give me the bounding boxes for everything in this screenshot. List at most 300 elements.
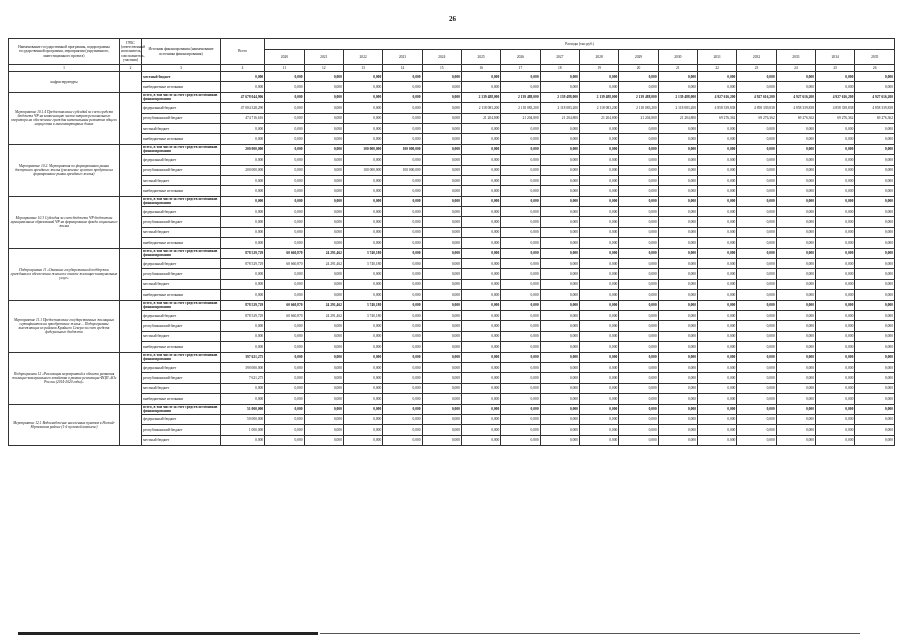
header-year: 2035: [855, 50, 895, 65]
year-value: 0,000: [855, 186, 895, 196]
year-value: 0,000: [501, 331, 540, 341]
year-value: 0,000: [816, 279, 855, 289]
year-value: 0,000: [658, 196, 697, 206]
header-column-number: 15: [422, 65, 461, 72]
year-value: 0,000: [501, 342, 540, 352]
header-column-number: 20: [619, 65, 658, 72]
year-value: 100 000,000: [383, 165, 422, 175]
year-value: 0,000: [540, 404, 579, 414]
year-value: 0,000: [816, 196, 855, 206]
year-value: 0,000: [422, 238, 461, 248]
year-value: 0,000: [619, 175, 658, 185]
header-year: 2027: [540, 50, 579, 65]
total-value: 0,000: [220, 269, 264, 279]
funding-source: федеральный бюджет: [142, 207, 221, 217]
year-value: 0,000: [304, 144, 343, 154]
table-row: [9, 196, 895, 206]
year-value: 2 139 488,000: [579, 92, 618, 102]
grbs-cell: [119, 72, 141, 93]
year-value: 0,000: [658, 435, 697, 445]
header-year: 2022: [343, 50, 382, 65]
total-value: 0,000: [220, 227, 264, 237]
year-value: 0,000: [343, 352, 382, 362]
funding-source: федеральный бюджет: [142, 362, 221, 372]
year-value: 0,000: [816, 238, 855, 248]
year-value: 0,000: [461, 435, 500, 445]
header-total: Всего: [220, 39, 264, 65]
funding-source: всего, в том числе за счет средств источников финансирования: [142, 92, 221, 102]
year-value: 0,000: [737, 227, 776, 237]
year-value: 0,000: [422, 72, 461, 82]
header-year: 2026: [501, 50, 540, 65]
header-column-number: 2: [119, 65, 141, 72]
year-value: 0,000: [579, 227, 618, 237]
program-name: Подпрограмма 12 «Реализация мероприятий в области развития жилищно-коммунального хозяйства в рамках реализации ФЦП «Юг России (2014-2020 годы)»: [9, 352, 120, 404]
total-value: 0,000: [220, 435, 264, 445]
table-row: [9, 310, 895, 320]
year-value: 0,000: [737, 248, 776, 258]
table-row: [9, 186, 895, 196]
funding-source: всего, в том числе за счет средств источников финансирования: [142, 144, 221, 154]
year-value: 0,000: [304, 92, 343, 102]
year-value: 0,000: [461, 238, 500, 248]
year-value: 0,000: [461, 248, 500, 258]
year-value: 0,000: [737, 290, 776, 300]
year-value: 0,000: [540, 175, 579, 185]
year-value: 0,000: [737, 394, 776, 404]
year-value: 0,000: [383, 103, 422, 113]
header-year: 2033: [776, 50, 815, 65]
year-value: 0,000: [501, 300, 540, 310]
table-row: [9, 300, 895, 310]
year-value: 0,000: [422, 394, 461, 404]
year-value: 0,000: [383, 227, 422, 237]
year-value: 0,000: [304, 394, 343, 404]
table-row: [9, 373, 895, 383]
year-value: 0,000: [776, 165, 815, 175]
year-value: 0,000: [265, 186, 304, 196]
table-row: [9, 259, 895, 269]
year-value: 0,000: [540, 165, 579, 175]
table-row: [9, 331, 895, 341]
year-value: 0,000: [304, 72, 343, 82]
year-value: 0,000: [579, 342, 618, 352]
year-value: 0,000: [461, 310, 500, 320]
year-value: 0,000: [737, 404, 776, 414]
table-row: [9, 435, 895, 445]
year-value: 3 740,180: [343, 310, 382, 320]
total-value: 878 529,729: [220, 310, 264, 320]
table-row: [9, 82, 895, 92]
year-value: 0,000: [265, 321, 304, 331]
year-value: 100 000,000: [343, 144, 382, 154]
total-value: 390 000,000: [220, 362, 264, 372]
year-value: 0,000: [737, 342, 776, 352]
year-value: 0,000: [855, 352, 895, 362]
funding-source: внебюджетные источники: [142, 238, 221, 248]
year-value: 0,000: [579, 404, 618, 414]
year-value: 0,000: [579, 383, 618, 393]
year-value: 0,000: [658, 259, 697, 269]
year-value: 0,000: [619, 144, 658, 154]
year-value: 0,000: [422, 425, 461, 435]
funding-source: всего, в том числе за счет средств источников финансирования: [142, 404, 221, 414]
year-value: 0,000: [461, 394, 500, 404]
year-value: 21 204,800: [619, 113, 658, 123]
year-value: 0,000: [698, 82, 737, 92]
year-value: 0,000: [343, 362, 382, 372]
year-value: 0,000: [776, 72, 815, 82]
header-year: 2028: [579, 50, 618, 65]
year-value: 0,000: [461, 373, 500, 383]
year-value: 0,000: [619, 238, 658, 248]
year-value: 0,000: [343, 373, 382, 383]
year-value: 0,000: [540, 331, 579, 341]
year-value: 0,000: [658, 269, 697, 279]
year-value: 0,000: [855, 404, 895, 414]
total-value: 7 621,275: [220, 373, 264, 383]
year-value: 0,000: [737, 207, 776, 217]
year-value: 0,000: [698, 352, 737, 362]
year-value: 0,000: [816, 383, 855, 393]
year-value: 21 204,800: [501, 113, 540, 123]
header-year: 2032: [737, 50, 776, 65]
year-value: 0,000: [776, 310, 815, 320]
funding-source: республиканский бюджет: [142, 165, 221, 175]
year-value: 0,000: [501, 82, 540, 92]
funding-source: внебюджетные источники: [142, 394, 221, 404]
year-value: 2 118 083,200: [501, 103, 540, 113]
table-row: [9, 175, 895, 185]
year-value: 0,000: [501, 383, 540, 393]
year-value: 0,000: [265, 352, 304, 362]
year-value: 0,000: [698, 290, 737, 300]
year-value: 0,000: [579, 155, 618, 165]
funding-source: внебюджетные источники: [142, 290, 221, 300]
year-value: 0,000: [501, 175, 540, 185]
year-value: 0,000: [422, 404, 461, 414]
program-name: Подпрограмма 11 «Оказание государственной поддержки гражданам в обеспечении жильем и оплате жилищно-коммунальных услуг»: [9, 248, 120, 300]
year-value: 0,000: [304, 238, 343, 248]
year-value: 0,000: [698, 383, 737, 393]
year-value: 0,000: [422, 92, 461, 102]
total-value: 0,000: [220, 217, 264, 227]
funding-source: всего, в том числе за счет средств источников финансирования: [142, 196, 221, 206]
year-value: 0,000: [816, 352, 855, 362]
year-value: 0,000: [776, 155, 815, 165]
year-value: 0,000: [383, 123, 422, 133]
year-value: 0,000: [698, 227, 737, 237]
program-name: инфраструктуры: [9, 72, 120, 93]
year-value: 0,000: [343, 175, 382, 185]
year-value: 0,000: [816, 186, 855, 196]
year-value: 0,000: [579, 362, 618, 372]
table-row: [9, 248, 895, 258]
year-value: 0,000: [776, 300, 815, 310]
year-value: 100 000,000: [343, 165, 382, 175]
table-row: [9, 103, 895, 113]
year-value: 0,000: [737, 414, 776, 424]
budget-table: [8, 38, 895, 446]
year-value: 0,000: [343, 134, 382, 144]
year-value: 0,000: [776, 259, 815, 269]
year-value: 0,000: [501, 394, 540, 404]
year-value: 0,000: [776, 217, 815, 227]
year-value: 0,000: [383, 383, 422, 393]
year-value: 0,000: [776, 321, 815, 331]
year-value: 0,000: [579, 352, 618, 362]
year-value: 4 927 616,200: [698, 92, 737, 102]
year-value: 0,000: [304, 196, 343, 206]
grbs-cell: [119, 352, 141, 404]
year-value: 0,000: [737, 196, 776, 206]
year-value: 0,000: [698, 394, 737, 404]
year-value: 0,000: [816, 144, 855, 154]
year-value: 0,000: [855, 425, 895, 435]
year-value: 0,000: [304, 269, 343, 279]
year-value: 0,000: [776, 123, 815, 133]
funding-source: местный бюджет: [142, 123, 221, 133]
year-value: 0,000: [383, 290, 422, 300]
year-value: 60 660,870: [265, 310, 304, 320]
year-value: 3 740,180: [343, 300, 382, 310]
funding-source: всего, в том числе за счет средств источников финансирования: [142, 352, 221, 362]
year-value: 0,000: [619, 248, 658, 258]
year-value: 0,000: [304, 435, 343, 445]
year-value: 0,000: [501, 352, 540, 362]
year-value: 0,000: [383, 113, 422, 123]
year-value: 0,000: [855, 134, 895, 144]
header-column-number: 3: [142, 65, 221, 72]
year-value: 0,000: [422, 383, 461, 393]
year-value: 0,000: [265, 435, 304, 445]
year-value: 0,000: [461, 144, 500, 154]
year-value: 0,000: [855, 259, 895, 269]
year-value: 0,000: [855, 321, 895, 331]
total-value: 474 716,616: [220, 113, 264, 123]
year-value: 0,000: [304, 227, 343, 237]
year-value: 0,000: [698, 248, 737, 258]
year-value: 0,000: [658, 383, 697, 393]
year-value: 0,000: [658, 144, 697, 154]
year-value: 0,000: [698, 155, 737, 165]
year-value: 0,000: [540, 310, 579, 320]
year-value: 0,000: [461, 217, 500, 227]
year-value: 100 000,000: [383, 144, 422, 154]
year-value: 0,000: [816, 82, 855, 92]
total-value: 51 000,000: [220, 404, 264, 414]
header-column-number: 18: [540, 65, 579, 72]
year-value: 4 927 616,200: [816, 92, 855, 102]
year-value: 0,000: [579, 331, 618, 341]
header-year: 2023: [383, 50, 422, 65]
total-value: 0,000: [220, 72, 264, 82]
year-value: 0,000: [265, 425, 304, 435]
year-value: 0,000: [855, 331, 895, 341]
year-value: 24 291,462: [304, 259, 343, 269]
year-value: 0,000: [422, 165, 461, 175]
year-value: 0,000: [737, 123, 776, 133]
year-value: 0,000: [619, 186, 658, 196]
year-value: 0,000: [855, 373, 895, 383]
year-value: 0,000: [343, 123, 382, 133]
year-value: 0,000: [579, 82, 618, 92]
year-value: 0,000: [579, 186, 618, 196]
year-value: 4 858 339,838: [855, 103, 895, 113]
year-value: 0,000: [737, 238, 776, 248]
header-year: 2031: [698, 50, 737, 65]
year-value: 0,000: [501, 310, 540, 320]
year-value: 0,000: [658, 186, 697, 196]
year-value: 2 139 488,000: [501, 92, 540, 102]
year-value: 0,000: [658, 238, 697, 248]
year-value: 24 291,462: [304, 310, 343, 320]
year-value: 0,000: [658, 217, 697, 227]
year-value: 0,000: [579, 310, 618, 320]
year-value: 0,000: [579, 290, 618, 300]
year-value: 0,000: [304, 82, 343, 92]
year-value: 0,000: [265, 362, 304, 372]
year-value: 0,000: [383, 279, 422, 289]
year-value: 0,000: [383, 186, 422, 196]
year-value: 0,000: [658, 362, 697, 372]
year-value: 0,000: [265, 134, 304, 144]
year-value: 0,000: [776, 144, 815, 154]
total-value: 0,000: [220, 290, 264, 300]
year-value: 0,000: [383, 435, 422, 445]
year-value: 4 927 616,200: [776, 92, 815, 102]
year-value: 0,000: [461, 165, 500, 175]
funding-source: местный бюджет: [142, 72, 221, 82]
header-column-number: 25: [816, 65, 855, 72]
year-value: 0,000: [698, 123, 737, 133]
year-value: 0,000: [461, 196, 500, 206]
year-value: 0,000: [619, 207, 658, 217]
year-value: 0,000: [422, 144, 461, 154]
year-value: 0,000: [776, 279, 815, 289]
year-value: 0,000: [383, 352, 422, 362]
year-value: 0,000: [855, 248, 895, 258]
year-value: 0,000: [698, 175, 737, 185]
table-row: [9, 362, 895, 372]
header-expenses: Расходы (тыс.руб.): [265, 39, 895, 50]
year-value: 0,000: [737, 425, 776, 435]
year-value: 0,000: [855, 383, 895, 393]
year-value: 0,000: [816, 269, 855, 279]
year-value: 0,000: [619, 155, 658, 165]
year-value: 0,000: [422, 259, 461, 269]
year-value: 0,000: [343, 383, 382, 393]
year-value: 0,000: [540, 217, 579, 227]
year-value: 0,000: [540, 373, 579, 383]
year-value: 0,000: [816, 373, 855, 383]
year-value: 0,000: [737, 269, 776, 279]
year-value: 0,000: [619, 227, 658, 237]
year-value: 0,000: [304, 342, 343, 352]
year-value: 0,000: [698, 144, 737, 154]
total-value: 1 000,000: [220, 425, 264, 435]
year-value: 0,000: [579, 238, 618, 248]
year-value: 2 118 083,200: [658, 103, 697, 113]
year-value: 0,000: [776, 362, 815, 372]
table-row: [9, 279, 895, 289]
year-value: 0,000: [265, 82, 304, 92]
year-value: 0,000: [540, 207, 579, 217]
year-value: 2 139 488,000: [540, 92, 579, 102]
program-name: Мероприятие 10.2. Мероприятия по формированию рынка доступного арендного жилья (увеличение целевого продукта на формирование рынка арендного жилья): [9, 144, 120, 196]
total-value: 50 000,000: [220, 414, 264, 424]
year-value: 0,000: [737, 352, 776, 362]
year-value: 0,000: [658, 72, 697, 82]
year-value: 0,000: [540, 144, 579, 154]
year-value: 0,000: [540, 269, 579, 279]
year-value: 0,000: [658, 175, 697, 185]
year-value: 0,000: [579, 373, 618, 383]
year-value: 0,000: [540, 259, 579, 269]
year-value: 0,000: [540, 435, 579, 445]
year-value: 0,000: [304, 155, 343, 165]
year-value: 0,000: [658, 207, 697, 217]
program-name: Мероприятие 10.3 Субсидия за счет бюджета ЧР бюджетам муниципальных образований ЧР на формирование фонда социального жилья: [9, 196, 120, 248]
year-value: 0,000: [422, 290, 461, 300]
year-value: 0,000: [698, 362, 737, 372]
year-value: 0,000: [855, 310, 895, 320]
year-value: 0,000: [265, 155, 304, 165]
year-value: 60 660,870: [265, 300, 304, 310]
year-value: 0,000: [265, 123, 304, 133]
funding-source: республиканский бюджет: [142, 425, 221, 435]
year-value: 4 858 339,838: [816, 103, 855, 113]
year-value: 0,000: [383, 331, 422, 341]
total-value: 0,000: [220, 175, 264, 185]
program-name: Мероприятие 10.1.4 Предоставление субсидий за счет средств бюджета ЧР на компенсацию части затрат регионального оператора на обеспечение граждан капитальным ремонтом общего имущества в многоквартирных домах: [9, 92, 120, 144]
year-value: 69 276,362: [776, 113, 815, 123]
funding-source: республиканский бюджет: [142, 113, 221, 123]
year-value: 0,000: [698, 269, 737, 279]
year-value: 0,000: [658, 155, 697, 165]
page-number: 26: [449, 15, 456, 23]
header-year: 2030: [658, 50, 697, 65]
year-value: 2 118 083,200: [579, 103, 618, 113]
year-value: 0,000: [619, 404, 658, 414]
year-value: 0,000: [383, 92, 422, 102]
year-value: 0,000: [698, 404, 737, 414]
year-value: 24 291,462: [304, 248, 343, 258]
year-value: 0,000: [501, 248, 540, 258]
year-value: 0,000: [422, 103, 461, 113]
year-value: 0,000: [343, 92, 382, 102]
table-row: [9, 72, 895, 82]
year-value: 0,000: [855, 175, 895, 185]
total-value: 0,000: [220, 238, 264, 248]
year-value: 0,000: [343, 321, 382, 331]
year-value: 0,000: [422, 82, 461, 92]
year-value: 0,000: [579, 196, 618, 206]
year-value: 0,000: [383, 248, 422, 258]
year-value: 0,000: [501, 435, 540, 445]
year-value: 4 858 339,838: [776, 103, 815, 113]
year-value: 0,000: [855, 165, 895, 175]
grbs-cell: [119, 92, 141, 144]
year-value: 0,000: [658, 279, 697, 289]
year-value: 0,000: [579, 414, 618, 424]
grbs-cell: [119, 248, 141, 300]
year-value: 0,000: [658, 425, 697, 435]
year-value: 0,000: [579, 123, 618, 133]
year-value: 0,000: [501, 217, 540, 227]
year-value: 0,000: [304, 134, 343, 144]
year-value: 0,000: [343, 425, 382, 435]
